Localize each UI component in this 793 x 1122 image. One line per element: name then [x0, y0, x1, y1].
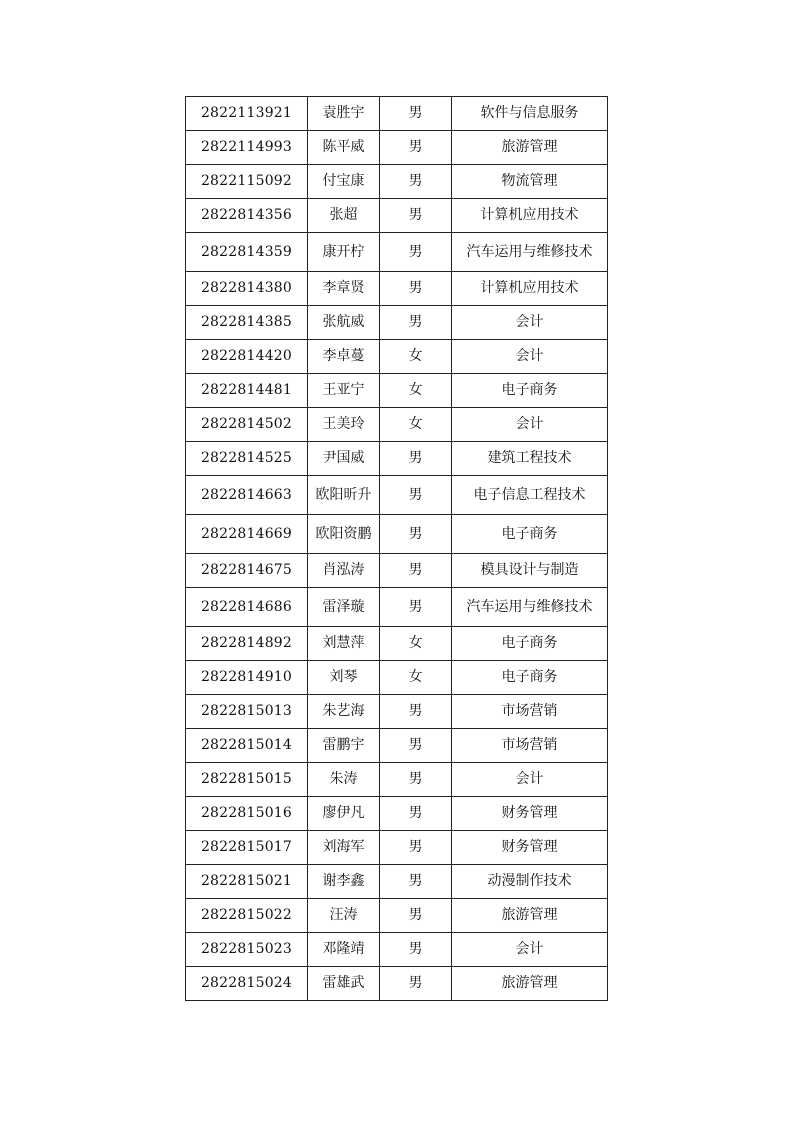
student-name-cell: 李卓蔓: [308, 340, 380, 374]
student-id-cell: 2822815024: [186, 967, 308, 1001]
student-id-cell: 2822815014: [186, 729, 308, 763]
student-major-cell: 市场营销: [452, 729, 608, 763]
table-row: [186, 476, 608, 515]
table-row: [186, 374, 608, 408]
student-gender-cell: 男: [380, 695, 452, 729]
student-gender-cell: 男: [380, 797, 452, 831]
table-row: [186, 695, 608, 729]
table-row: [186, 272, 608, 306]
table-row: [186, 131, 608, 165]
student-name-cell: 付宝康: [308, 165, 380, 199]
student-major-cell: 电子商务: [452, 627, 608, 661]
student-major-cell: 电子商务: [452, 374, 608, 408]
table-row: [186, 865, 608, 899]
student-id-cell: 2822814481: [186, 374, 308, 408]
student-major-cell: 计算机应用技术: [452, 199, 608, 233]
student-name-cell: 尹国威: [308, 442, 380, 476]
student-major-cell: 财务管理: [452, 831, 608, 865]
student-name-cell: 刘海军: [308, 831, 380, 865]
table-row: [186, 831, 608, 865]
table-row: [186, 661, 608, 695]
student-major-cell: 汽车运用与维修技术: [452, 588, 608, 627]
student-name-cell: 刘琴: [308, 661, 380, 695]
student-gender-cell: 女: [380, 340, 452, 374]
student-gender-cell: 男: [380, 831, 452, 865]
student-gender-cell: 女: [380, 661, 452, 695]
table-row: [186, 899, 608, 933]
student-name-cell: 汪涛: [308, 899, 380, 933]
student-id-cell: 2822814420: [186, 340, 308, 374]
student-gender-cell: 男: [380, 763, 452, 797]
student-gender-cell: 男: [380, 729, 452, 763]
student-major-cell: 电子商务: [452, 515, 608, 554]
table-row: [186, 233, 608, 272]
student-id-cell: 2822115092: [186, 165, 308, 199]
student-major-cell: 财务管理: [452, 797, 608, 831]
student-gender-cell: 女: [380, 408, 452, 442]
table-row: [186, 165, 608, 199]
table-row: [186, 933, 608, 967]
table-row: [186, 340, 608, 374]
student-major-cell: 汽车运用与维修技术: [452, 233, 608, 272]
student-gender-cell: 男: [380, 199, 452, 233]
table-row: [186, 442, 608, 476]
student-major-cell: 会计: [452, 340, 608, 374]
student-gender-cell: 男: [380, 865, 452, 899]
student-name-cell: 张航威: [308, 306, 380, 340]
student-id-cell: 2822814910: [186, 661, 308, 695]
student-id-cell: 2822814675: [186, 554, 308, 588]
student-major-cell: 旅游管理: [452, 899, 608, 933]
student-name-cell: 朱艺海: [308, 695, 380, 729]
student-name-cell: 雷雄武: [308, 967, 380, 1001]
student-major-cell: 会计: [452, 763, 608, 797]
student-major-cell: 物流管理: [452, 165, 608, 199]
student-name-cell: 雷泽璇: [308, 588, 380, 627]
student-name-cell: 朱涛: [308, 763, 380, 797]
student-gender-cell: 男: [380, 272, 452, 306]
student-major-cell: 建筑工程技术: [452, 442, 608, 476]
student-major-cell: 会计: [452, 306, 608, 340]
student-id-cell: 2822815015: [186, 763, 308, 797]
student-major-cell: 会计: [452, 933, 608, 967]
student-id-cell: 2822815023: [186, 933, 308, 967]
student-id-cell: 2822815022: [186, 899, 308, 933]
student-gender-cell: 男: [380, 131, 452, 165]
student-major-cell: 旅游管理: [452, 131, 608, 165]
student-name-cell: 袁胜宇: [308, 97, 380, 131]
table-row: [186, 554, 608, 588]
student-name-cell: 肖泓涛: [308, 554, 380, 588]
student-gender-cell: 男: [380, 967, 452, 1001]
student-id-cell: 2822815016: [186, 797, 308, 831]
student-major-cell: 旅游管理: [452, 967, 608, 1001]
student-id-cell: 2822815021: [186, 865, 308, 899]
student-major-cell: 模具设计与制造: [452, 554, 608, 588]
student-table: [185, 96, 608, 1001]
student-id-cell: 2822814385: [186, 306, 308, 340]
student-major-cell: 软件与信息服务: [452, 97, 608, 131]
student-gender-cell: 女: [380, 374, 452, 408]
table-row: [186, 408, 608, 442]
student-gender-cell: 男: [380, 233, 452, 272]
student-name-cell: 谢李鑫: [308, 865, 380, 899]
student-id-cell: 2822814356: [186, 199, 308, 233]
student-gender-cell: 男: [380, 515, 452, 554]
student-gender-cell: 男: [380, 476, 452, 515]
student-name-cell: 陈平威: [308, 131, 380, 165]
student-major-cell: 电子信息工程技术: [452, 476, 608, 515]
student-id-cell: 2822814359: [186, 233, 308, 272]
student-gender-cell: 男: [380, 899, 452, 933]
student-gender-cell: 男: [380, 165, 452, 199]
student-major-cell: 市场营销: [452, 695, 608, 729]
student-name-cell: 李章贤: [308, 272, 380, 306]
student-gender-cell: 男: [380, 588, 452, 627]
table-row: [186, 97, 608, 131]
student-table-body: [186, 97, 608, 1001]
student-name-cell: 欧阳资鹏: [308, 515, 380, 554]
student-name-cell: 邓隆靖: [308, 933, 380, 967]
table-row: [186, 797, 608, 831]
student-gender-cell: 男: [380, 306, 452, 340]
table-row: [186, 763, 608, 797]
student-gender-cell: 男: [380, 933, 452, 967]
student-name-cell: 廖伊凡: [308, 797, 380, 831]
student-id-cell: 2822814686: [186, 588, 308, 627]
student-id-cell: 2822814380: [186, 272, 308, 306]
student-id-cell: 2822814892: [186, 627, 308, 661]
student-name-cell: 康开柠: [308, 233, 380, 272]
student-gender-cell: 男: [380, 554, 452, 588]
table-row: [186, 627, 608, 661]
table-row: [186, 967, 608, 1001]
student-id-cell: 2822814502: [186, 408, 308, 442]
student-major-cell: 计算机应用技术: [452, 272, 608, 306]
table-row: [186, 199, 608, 233]
student-name-cell: 张超: [308, 199, 380, 233]
table-row: [186, 515, 608, 554]
student-major-cell: 动漫制作技术: [452, 865, 608, 899]
student-id-cell: 2822814663: [186, 476, 308, 515]
student-id-cell: 2822814525: [186, 442, 308, 476]
student-major-cell: 电子商务: [452, 661, 608, 695]
student-name-cell: 欧阳昕升: [308, 476, 380, 515]
student-gender-cell: 男: [380, 442, 452, 476]
student-id-cell: 2822114993: [186, 131, 308, 165]
student-gender-cell: 女: [380, 627, 452, 661]
student-name-cell: 刘慧萍: [308, 627, 380, 661]
student-major-cell: 会计: [452, 408, 608, 442]
student-id-cell: 2822815017: [186, 831, 308, 865]
student-name-cell: 王亚宁: [308, 374, 380, 408]
table-row: [186, 588, 608, 627]
student-id-cell: 2822815013: [186, 695, 308, 729]
student-id-cell: 2822814669: [186, 515, 308, 554]
student-gender-cell: 男: [380, 97, 452, 131]
table-row: [186, 729, 608, 763]
student-name-cell: 雷鹏宇: [308, 729, 380, 763]
table-row: [186, 306, 608, 340]
student-id-cell: 2822113921: [186, 97, 308, 131]
student-name-cell: 王美玲: [308, 408, 380, 442]
